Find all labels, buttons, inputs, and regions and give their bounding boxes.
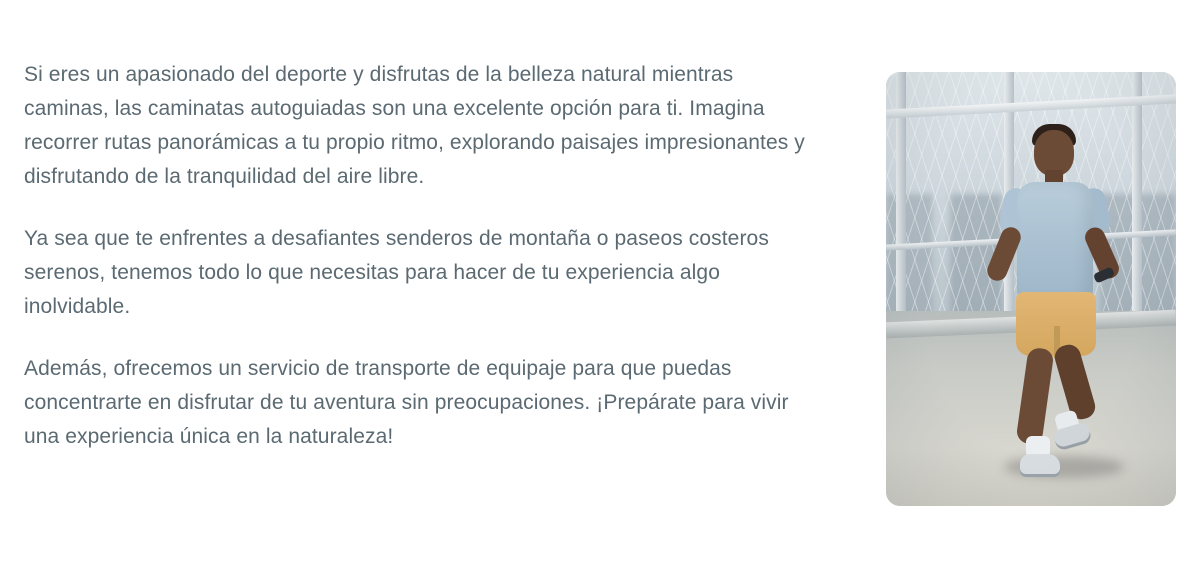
photo-fence-post	[1132, 72, 1142, 350]
runner-shirt	[1017, 182, 1093, 300]
runner-leg-back	[1052, 342, 1098, 422]
paragraph-1: Si eres un apasionado del deporte y disfrutas de la belleza natural mientras caminas, las caminatas autoguiadas son una excelente opción para ti. Imagina recorrer rutas panorámicas a tu propio ritmo, explorando paisajes impresionantes y disfrutando de la tranquilidad del aire libre.	[24, 63, 805, 188]
paragraph-3: Además, ofrecemos un servicio de transporte de equipaje para que puedas concentrarte en disfrutar de tu aventura sin preocupaciones. ¡Prepárate para vivir una experiencia única en la naturaleza!	[24, 357, 789, 448]
runner-leg-front	[1015, 347, 1054, 446]
paragraph-2: Ya sea que te enfrentes a desafiantes senderos de montaña o paseos costeros serenos, tenemos todo lo que necesitas para hacer de tu experiencia algo inolvidable.	[24, 227, 769, 318]
article-media-column	[886, 72, 1176, 506]
photo-runner-figure	[982, 130, 1132, 500]
runner-wristwatch	[1093, 266, 1115, 283]
runner-shoe-front	[1020, 454, 1060, 474]
runner-on-bridge-photo	[886, 72, 1176, 506]
